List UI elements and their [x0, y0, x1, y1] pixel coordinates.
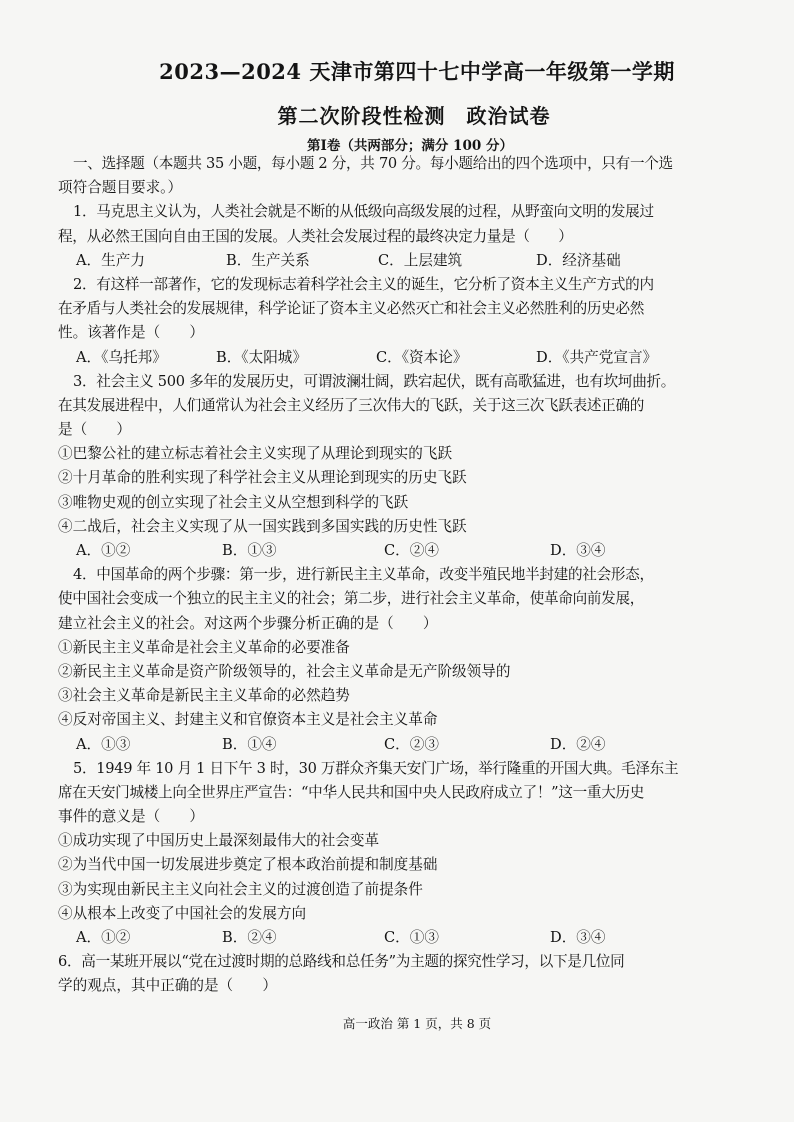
answer-options [58, 926, 780, 950]
option-d[interactable]: D．③④ [550, 929, 606, 946]
answer-options [58, 249, 780, 273]
question-5 [58, 757, 780, 951]
option-d[interactable]: D．②④ [550, 735, 606, 753]
question-text-line: 2．有这样一部著作，它的发现标志着科学社会主义的诞生，它分析了资本主义生产方式的内 [73, 275, 654, 293]
option-c[interactable]: C．上层建筑 [378, 251, 463, 269]
question-text-line: 学的观点，其中正确的是（ ） [58, 977, 277, 995]
question-text-line: 在矛盾与人类社会的发展规律，科学论证了资本主义必然灭亡和社会主义必然胜利的历史必然 [58, 300, 645, 318]
statement: ③唯物史观的创立实现了社会主义从空想到科学的飞跃 [58, 493, 409, 511]
option-b[interactable]: B．②④ [222, 929, 277, 946]
option-b[interactable]: B．①③ [222, 542, 277, 559]
question-text-line: 5．1949 年 10 月 1 日下午 3 时，30 万群众齐集天安门广场，举行隆重的开国大典。毛泽东主 [73, 759, 679, 777]
answer-options [58, 733, 780, 757]
answer-options [58, 346, 780, 370]
question-3 [58, 370, 780, 564]
question-2 [58, 273, 780, 370]
question-text-line: 性。该著作是（ ） [58, 324, 204, 342]
page-footer: 高一政治 第 1 页，共 8 页 [342, 1016, 492, 1031]
section-intro-line: 项符合题目要求。） [58, 179, 183, 197]
statement: ①巴黎公社的建立标志着社会主义实现了从理论到现实的飞跃 [58, 445, 453, 463]
question-text-line: 使中国社会变成一个独立的民主主义的社会；第二步，进行社会主义革命，使革命向前发展， [58, 590, 645, 608]
question-6 [58, 950, 780, 998]
question-text-line: 建立社会主义的社会。对这两个步骤分析正确的是（ ） [58, 614, 438, 632]
option-d[interactable]: D．《共产党宣言》 [536, 348, 658, 366]
statement: ③社会主义革命是新民主主义革命的必然趋势 [58, 687, 350, 705]
question-text-line: 6．高一某班开展以“党在过渡时期的总路线和总任务”为主题的探究性学习，以下是几位同 [58, 953, 625, 971]
statement: ②新民主主义革命是资产阶级领导的，社会主义革命是无产阶级领导的 [58, 662, 511, 680]
exam-title-line2: 第二次阶段性检测 政治试卷 [277, 104, 551, 128]
answer-options [58, 539, 780, 563]
question-1 [58, 200, 780, 273]
question-text-line: 事件的意义是（ ） [58, 808, 204, 826]
statement: ④反对帝国主义、封建主义和官僚资本主义是社会主义革命 [58, 711, 438, 729]
question-4 [58, 563, 780, 757]
option-c[interactable]: C．①③ [384, 929, 439, 946]
question-text-line: 1．马克思主义认为，人类社会就是不断的从低级向高级发展的过程，从野蛮向文明的发展过 [73, 203, 654, 221]
question-text-line: 席在天安门城楼上向全世界庄严宣告：“中华人民共和国中央人民政府成立了！”这一重大历史 [58, 783, 645, 801]
question-text-line: 在其发展进程中，人们通常认为社会主义经历了三次伟大的飞跃，关于这三次飞跃表述正确的 [58, 396, 645, 414]
option-c[interactable]: C．②③ [384, 735, 439, 753]
statement: ②为当代中国一切发展进步奠定了根本政治前提和制度基础 [58, 856, 438, 874]
statement: ①成功实现了中国历史上最深刻最伟大的社会变革 [58, 832, 380, 850]
exam-subtitle: 第Ⅰ卷（共两部分；满分 100 分） [307, 138, 513, 154]
option-a[interactable]: A．生产力 [76, 251, 145, 269]
option-a[interactable]: A．①③ [76, 735, 131, 753]
question-text-line: 3．社会主义 500 多年的发展历史，可谓波澜壮阔，跌宕起伏，既有高歌猛进，也有坎坷曲折。 [73, 372, 676, 390]
exam-body [58, 152, 780, 999]
option-b[interactable]: B．①④ [222, 735, 277, 753]
option-a[interactable]: A．①② [76, 542, 131, 559]
statement: ④二战后，社会主义实现了从一国实践到多国实践的历史性飞跃 [58, 517, 467, 535]
option-c[interactable]: C．②④ [384, 542, 439, 559]
option-c[interactable]: C．《资本论》 [376, 348, 468, 366]
option-a[interactable]: A．①② [76, 929, 131, 946]
option-b[interactable]: B．《太阳城》 [216, 348, 307, 366]
statement: ②十月革命的胜利实现了科学社会主义从理论到现实的历史飞跃 [58, 469, 467, 487]
statement: ③为实现由新民主主义向社会主义的过渡创造了前提条件 [58, 880, 423, 898]
exam-title-line1: 2023—2024 天津市第四十七中学高一年级第一学期 [159, 59, 675, 84]
statement: ①新民主主义革命是社会主义革命的必要准备 [58, 638, 350, 656]
question-text-line: 程，从必然王国向自由王国的发展。人类社会发展过程的最终决定力量是（ ） [58, 227, 573, 245]
question-text-line: 4．中国革命的两个步骤：第一步，进行新民主主义革命，改变半殖民地半封建的社会形态， [73, 566, 654, 584]
question-text-line: 是（ ） [58, 421, 131, 439]
option-b[interactable]: B．生产关系 [226, 251, 310, 269]
option-d[interactable]: D．③④ [550, 542, 606, 559]
option-d[interactable]: D．经济基础 [536, 251, 621, 269]
statement: ④从根本上改变了中国社会的发展方向 [58, 904, 307, 922]
section-intro-line: 一、选择题（本题共 35 小题，每小题 2 分，共 70 分。每小题给出的四个选项中，只有一个选 [73, 155, 673, 172]
option-a[interactable]: A．《乌托邦》 [76, 348, 167, 366]
